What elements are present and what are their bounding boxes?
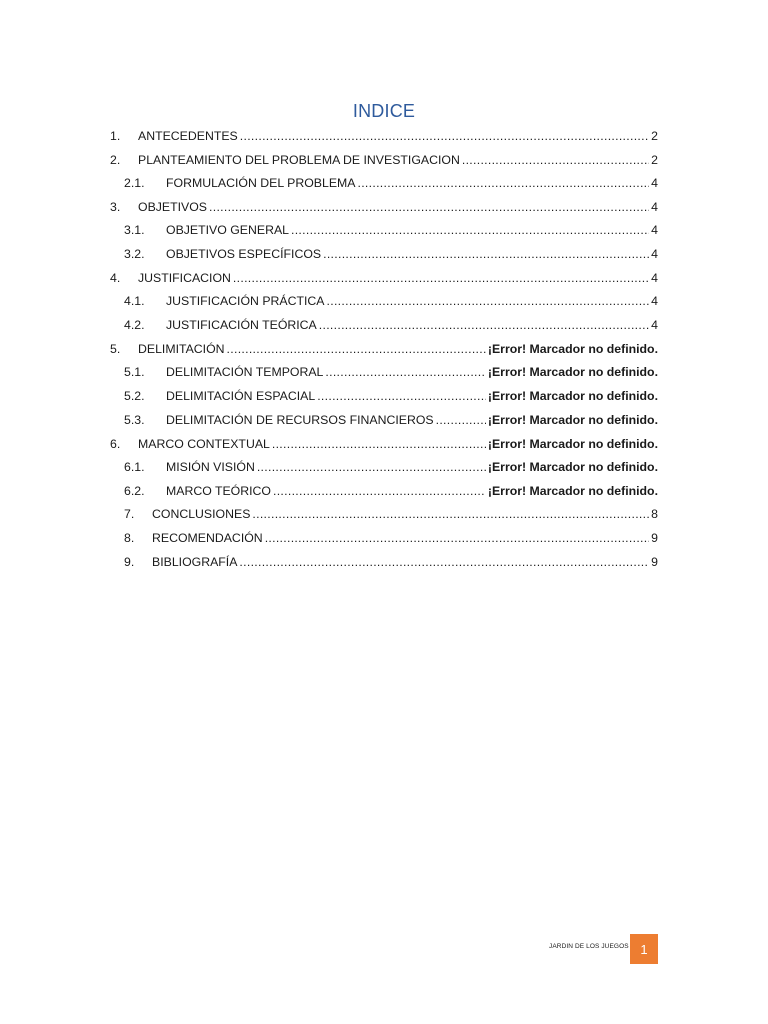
toc-entry-label: JUSTIFICACION	[138, 271, 231, 285]
toc-entry-error: ¡Error! Marcador no definido.	[487, 389, 658, 403]
toc-dot-leader	[273, 483, 486, 499]
toc-entry[interactable]	[110, 195, 658, 215]
toc-title: INDICE	[352, 101, 416, 121]
toc-entry[interactable]	[110, 313, 658, 333]
toc-entry-label: RECOMENDACIÓN	[152, 531, 263, 545]
toc-dot-leader	[227, 341, 486, 357]
toc-entry[interactable]	[110, 124, 658, 144]
toc-entry-error: ¡Error! Marcador no definido.	[487, 484, 658, 498]
toc-entry[interactable]	[110, 408, 658, 428]
footer-text: JARDIN DE LOS JUEGOS	[549, 943, 629, 950]
toc-dot-leader	[323, 246, 649, 262]
toc-entry-page: 9	[651, 555, 658, 569]
toc-entry-label: DELIMITACIÓN ESPACIAL	[166, 389, 316, 403]
toc-dot-leader	[319, 317, 649, 333]
toc-entry-label: OBJETIVOS	[138, 200, 208, 214]
toc-entry[interactable]	[110, 384, 658, 404]
toc-entry-label: FORMULACIÓN DEL PROBLEMA	[166, 176, 356, 190]
toc-entry-error: ¡Error! Marcador no definido.	[487, 413, 658, 427]
toc-entry-page: 9	[651, 531, 658, 545]
toc-dot-leader	[209, 199, 649, 215]
toc-entry-error: ¡Error! Marcador no definido.	[487, 437, 658, 451]
toc-entry[interactable]	[110, 337, 658, 357]
toc-entry[interactable]	[110, 242, 658, 262]
toc-entry-number: 6.	[110, 437, 121, 451]
toc-entry-label: ANTECEDENTES	[138, 129, 238, 143]
toc-entry-label: OBJETIVOS ESPECÍFICOS	[166, 247, 322, 261]
toc-entry-label: MARCO CONTEXTUAL	[138, 437, 270, 451]
toc-dot-leader	[462, 152, 649, 168]
toc-entry[interactable]	[110, 289, 658, 309]
toc-dot-leader	[272, 436, 486, 452]
toc-entry-page: 4	[651, 223, 658, 237]
toc-entry-number: 3.2.	[124, 247, 145, 261]
toc-entry-label: DELIMITACIÓN DE RECURSOS FINANCIEROS	[166, 413, 434, 427]
toc-entry[interactable]	[110, 360, 658, 380]
toc-dot-leader	[265, 530, 649, 546]
toc-entry-page: 2	[651, 153, 658, 167]
toc-dot-leader	[239, 554, 649, 570]
toc-entry-label: JUSTIFICACIÓN TEÓRICA	[166, 318, 317, 332]
footer-page-number: 1	[630, 934, 658, 964]
toc-entry-label: DELIMITACIÓN	[138, 342, 225, 356]
toc-entry-number: 4.2.	[124, 318, 145, 332]
toc-dot-leader	[358, 175, 650, 191]
toc-dot-leader	[327, 293, 650, 309]
toc-entry-page: 4	[651, 294, 658, 308]
toc-entry-number: 4.	[110, 271, 121, 285]
toc-entry-label: PLANTEAMIENTO DEL PROBLEMA DE INVESTIGACION	[138, 153, 460, 167]
toc-entry-number: 7.	[124, 507, 135, 521]
toc-dot-leader	[233, 270, 649, 286]
toc-entry-number: 2.1.	[124, 176, 145, 190]
toc-entry-number: 3.	[110, 200, 121, 214]
toc-entry[interactable]	[110, 550, 658, 570]
toc-entry-number: 3.1.	[124, 223, 145, 237]
toc-entry-number: 5.3.	[124, 413, 145, 427]
toc-dot-leader	[240, 128, 649, 144]
toc-entry-page: 8	[651, 507, 658, 521]
toc-entry-error: ¡Error! Marcador no definido.	[487, 365, 658, 379]
toc-entry-number: 9.	[124, 555, 135, 569]
toc-entry-number: 8.	[124, 531, 135, 545]
toc-entry-page: 4	[651, 176, 658, 190]
toc-entry-page: 4	[651, 318, 658, 332]
toc-entry[interactable]	[110, 455, 658, 475]
toc-dot-leader	[436, 412, 486, 428]
toc-entry-number: 2.	[110, 153, 121, 167]
toc-entry[interactable]	[110, 526, 658, 546]
toc-entry-error: ¡Error! Marcador no definido.	[487, 342, 658, 356]
toc-entry-number: 5.2.	[124, 389, 145, 403]
toc-entry[interactable]	[110, 432, 658, 452]
toc-entry-page: 4	[651, 247, 658, 261]
toc-dot-leader	[291, 222, 649, 238]
toc-dot-leader	[257, 459, 486, 475]
toc-entry-number: 5.1.	[124, 365, 145, 379]
toc-entry-label: MISIÓN VISIÓN	[166, 460, 255, 474]
toc-dot-leader	[317, 388, 486, 404]
toc-entry-label: JUSTIFICACIÓN PRÁCTICA	[166, 294, 325, 308]
toc-entry-label: DELIMITACIÓN TEMPORAL	[166, 365, 324, 379]
toc-entry-number: 1.	[110, 129, 121, 143]
toc-entry-number: 5.	[110, 342, 121, 356]
toc-entry[interactable]	[110, 479, 658, 499]
toc-entry-number: 6.1.	[124, 460, 145, 474]
toc-entry-label: CONCLUSIONES	[152, 507, 251, 521]
toc-entry-page: 2	[651, 129, 658, 143]
toc-entry-page: 4	[651, 200, 658, 214]
toc-entry[interactable]	[110, 218, 658, 238]
toc-entry[interactable]	[110, 171, 658, 191]
toc-entry[interactable]	[110, 502, 658, 522]
toc-entry-number: 4.1.	[124, 294, 145, 308]
toc-entry-label: MARCO TEÓRICO	[166, 484, 271, 498]
toc-entry-label: BIBLIOGRAFÍA	[152, 555, 238, 569]
toc-entry-label: OBJETIVO GENERAL	[166, 223, 289, 237]
toc-entry-error: ¡Error! Marcador no definido.	[487, 460, 658, 474]
toc-dot-leader	[325, 364, 485, 380]
toc-entry-number: 6.2.	[124, 484, 145, 498]
toc-entry-page: 4	[651, 271, 658, 285]
toc-dot-leader	[252, 506, 649, 522]
toc-entry[interactable]	[110, 148, 658, 168]
toc-entry[interactable]	[110, 266, 658, 286]
